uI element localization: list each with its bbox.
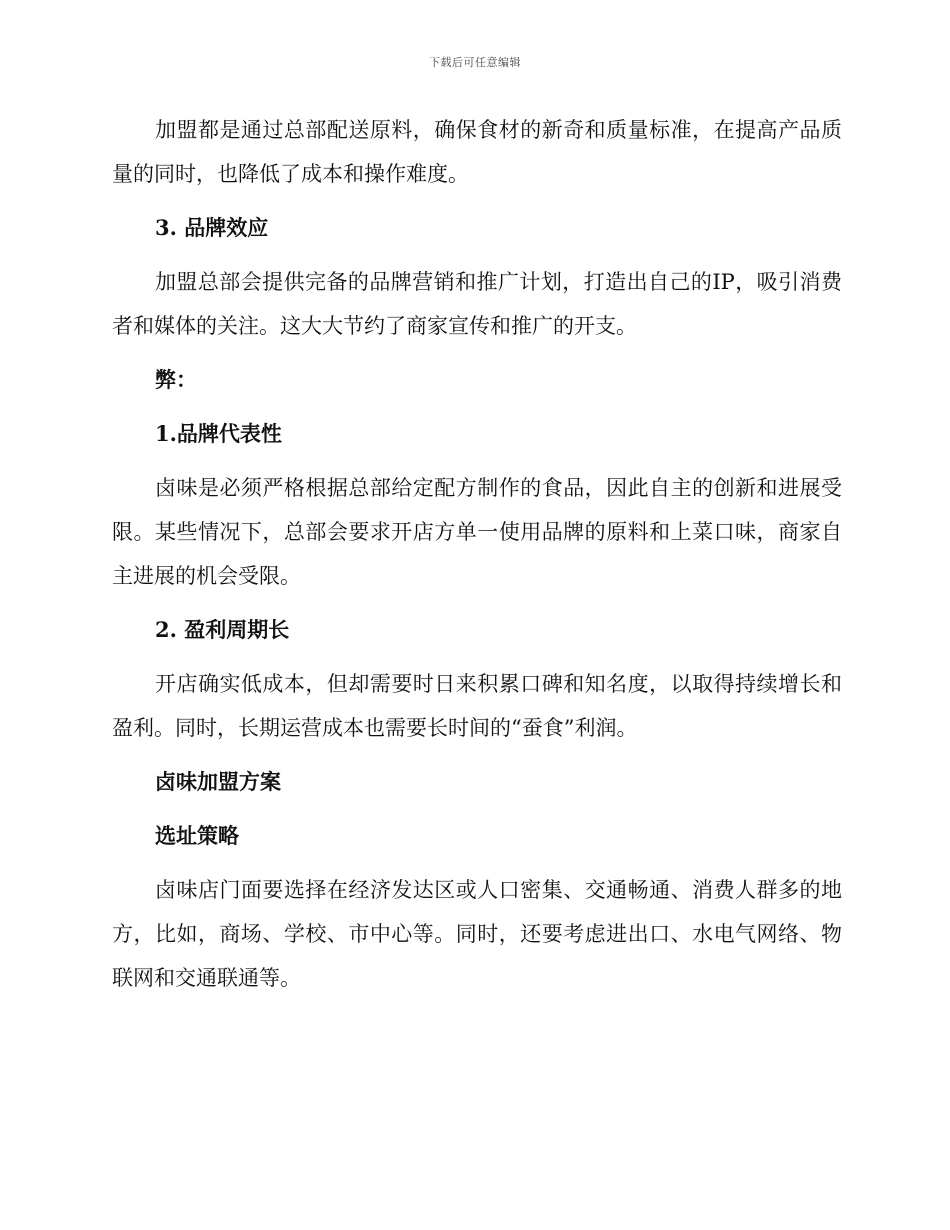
- paragraph-profit-cycle: 开店确实低成本，但却需要时日来积累口碑和知名度，以取得持续增长和盈利。同时，长期运营成本也需要长时间的“蚕食”利润。: [112, 672, 842, 740]
- spacer: [112, 804, 842, 814]
- page-header: 下载后可任意编辑: [429, 56, 521, 69]
- spacer: [112, 196, 842, 206]
- heading-site-strategy: 选址策略: [155, 823, 239, 848]
- paragraph-ingredients: 加盟都是通过总部配送原料，确保食材的新奇和质量标准，在提高产品质量的同时，也降低了成本和操作难度。: [112, 118, 842, 186]
- paragraph-brand-effect: 加盟总部会提供完备的品牌营销和推广计划，打造出自己的IP，吸引消费者和媒体的关注。这大大节约了商家宣传和推广的开支。: [112, 270, 842, 338]
- paragraph-brand-representation: 卤味是必须严格根据总部给定配方制作的食品，因此自主的创新和进展受限。某些情况下，总部会要求开店方单一使用品牌的原料和上菜口味，商家自主进展的机会受限。: [112, 476, 842, 588]
- spacer: [112, 750, 842, 760]
- spacer: [112, 858, 842, 868]
- heading-profit-cycle: 2. 盈利周期长: [155, 617, 290, 642]
- document-body: [112, 108, 842, 1000]
- spacer: [112, 250, 842, 260]
- heading-brand-effect: 3. 品牌效应: [155, 215, 269, 240]
- spacer: [112, 598, 842, 608]
- heading-disadvantages: 弊：: [155, 367, 197, 392]
- spacer: [112, 456, 842, 466]
- heading-brand-representation: 1.品牌代表性: [155, 421, 282, 446]
- spacer: [112, 652, 842, 662]
- paragraph-site-strategy: 卤味店门面要选择在经济发达区或人口密集、交通畅通、消费人群多的地方，比如，商场、学校、市中心等。同时，还要考虑进出口、水电气网络、物联网和交通联通等。: [112, 878, 842, 990]
- heading-franchise-plan: 卤味加盟方案: [155, 769, 281, 794]
- spacer: [112, 402, 842, 412]
- spacer: [112, 348, 842, 358]
